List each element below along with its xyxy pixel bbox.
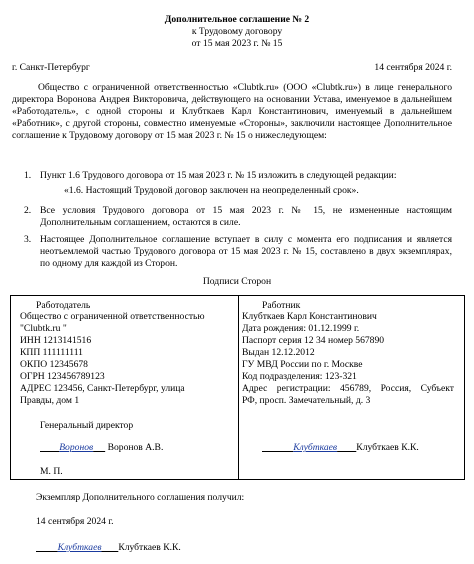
item-1-number: 1.	[24, 170, 32, 181]
employer-signature: Воронов	[59, 442, 94, 453]
employee-line: Выдан 12.12.2012	[242, 347, 315, 358]
table-divider	[238, 295, 239, 479]
document-contract-ref: от 15 мая 2023 г. № 15	[191, 38, 283, 49]
employer-name: Воронов А.В.	[107, 442, 164, 453]
employer-line: АДРЕС 123456, Санкт-Петербург, улица	[20, 383, 185, 394]
employer-heading: Работодатель	[36, 300, 91, 311]
employer-line: ОКПО 12345678	[20, 359, 88, 370]
copy-received: Экземпляр Дополнительного соглашения получил:	[36, 492, 245, 503]
signatures-title: Подписи Сторон	[202, 276, 272, 287]
employee-name: Клубткаев К.К.	[356, 442, 419, 453]
employer-line: Правды, дом 1	[20, 395, 80, 406]
employee-line: Клубткаев Карл Константинович	[242, 311, 377, 322]
document-subtitle: к Трудовому договору	[191, 26, 283, 37]
place: г. Санкт-Петербург	[12, 62, 90, 73]
employee-signature: Клубткаев	[293, 442, 338, 453]
preamble: Общество с ограниченной ответственностью «Clubtk.ru» (ООО «Clubtk.ru») в лице генерального директора Воронова Андрея Викторовича, действующего на основании Устава, именуемое в дальнейшем «Работодатель», с одной стороны и Клубткаев Карл Константинович, именуемый в дальнейшем «Работник», с другой стороны, совместно именуемые «Стороны», заключили настоящее Дополнительное соглашение к Трудовому договору от 15 мая 2023 г. № 15 о нижеследующем:	[12, 82, 452, 141]
final-name: Клубткаев К.К.	[118, 542, 181, 553]
item-3-number: 3.	[24, 234, 32, 245]
copy-date: 14 сентября 2024 г.	[36, 516, 114, 527]
item-3-text: Настоящее Дополнительное соглашение вступает в силу с момента его подписания и является неотъемлемой частью Трудового договора от 15 мая 2023 г. № 15, составлено в двух экземплярах, по одному для каждой из Сторон.	[40, 234, 452, 269]
employee-line: Паспорт серия 12 34 номер 567890	[242, 335, 385, 346]
employer-line: Общество с ограниченной ответственностью	[20, 311, 205, 322]
item-1-quote: «1.6. Настоящий Трудовой договор заключен на неопределенный срок».	[64, 185, 359, 196]
employer-position: Генеральный директор	[40, 420, 134, 431]
item-1-text: Пункт 1.6 Трудового договора от 15 мая 2023 г. № 15 изложить в следующей редакции:	[40, 170, 397, 181]
employer-line: ОГРН 123456789123	[20, 371, 105, 382]
date: 14 сентября 2024 г.	[374, 62, 452, 73]
employee-signature-line	[262, 442, 419, 454]
document-title: Дополнительное соглашение № 2	[164, 14, 310, 25]
employer-line: "Clubtk.ru "	[20, 323, 67, 334]
final-signature-line	[36, 542, 181, 554]
item-2-text: Все условия Трудового договора от 15 мая 2023 г. № 15, не измененные настоящим Дополнительным соглашением, остаются в силе.	[40, 205, 452, 228]
item-2-number: 2.	[24, 205, 32, 216]
employee-heading: Работник	[262, 300, 301, 311]
employer-line: ИНН 1213141516	[20, 335, 92, 346]
employee-line: Код подразделения: 123-321	[242, 371, 357, 382]
employee-line: ГУ МВД России по г. Москве	[242, 359, 363, 370]
employee-line: Адрес регистрации: 456789, Россия, Субъект	[242, 383, 454, 394]
employer-stamp: М. П.	[40, 466, 63, 477]
employee-line: РФ, просп. Замечательный, д. 3	[242, 395, 371, 406]
employer-line: КПП 111111111	[20, 347, 83, 358]
employee-line: Дата рождения: 01.12.1999 г.	[242, 323, 360, 334]
employer-signature-line	[40, 442, 163, 454]
final-signature: Клубткаев	[57, 542, 102, 553]
